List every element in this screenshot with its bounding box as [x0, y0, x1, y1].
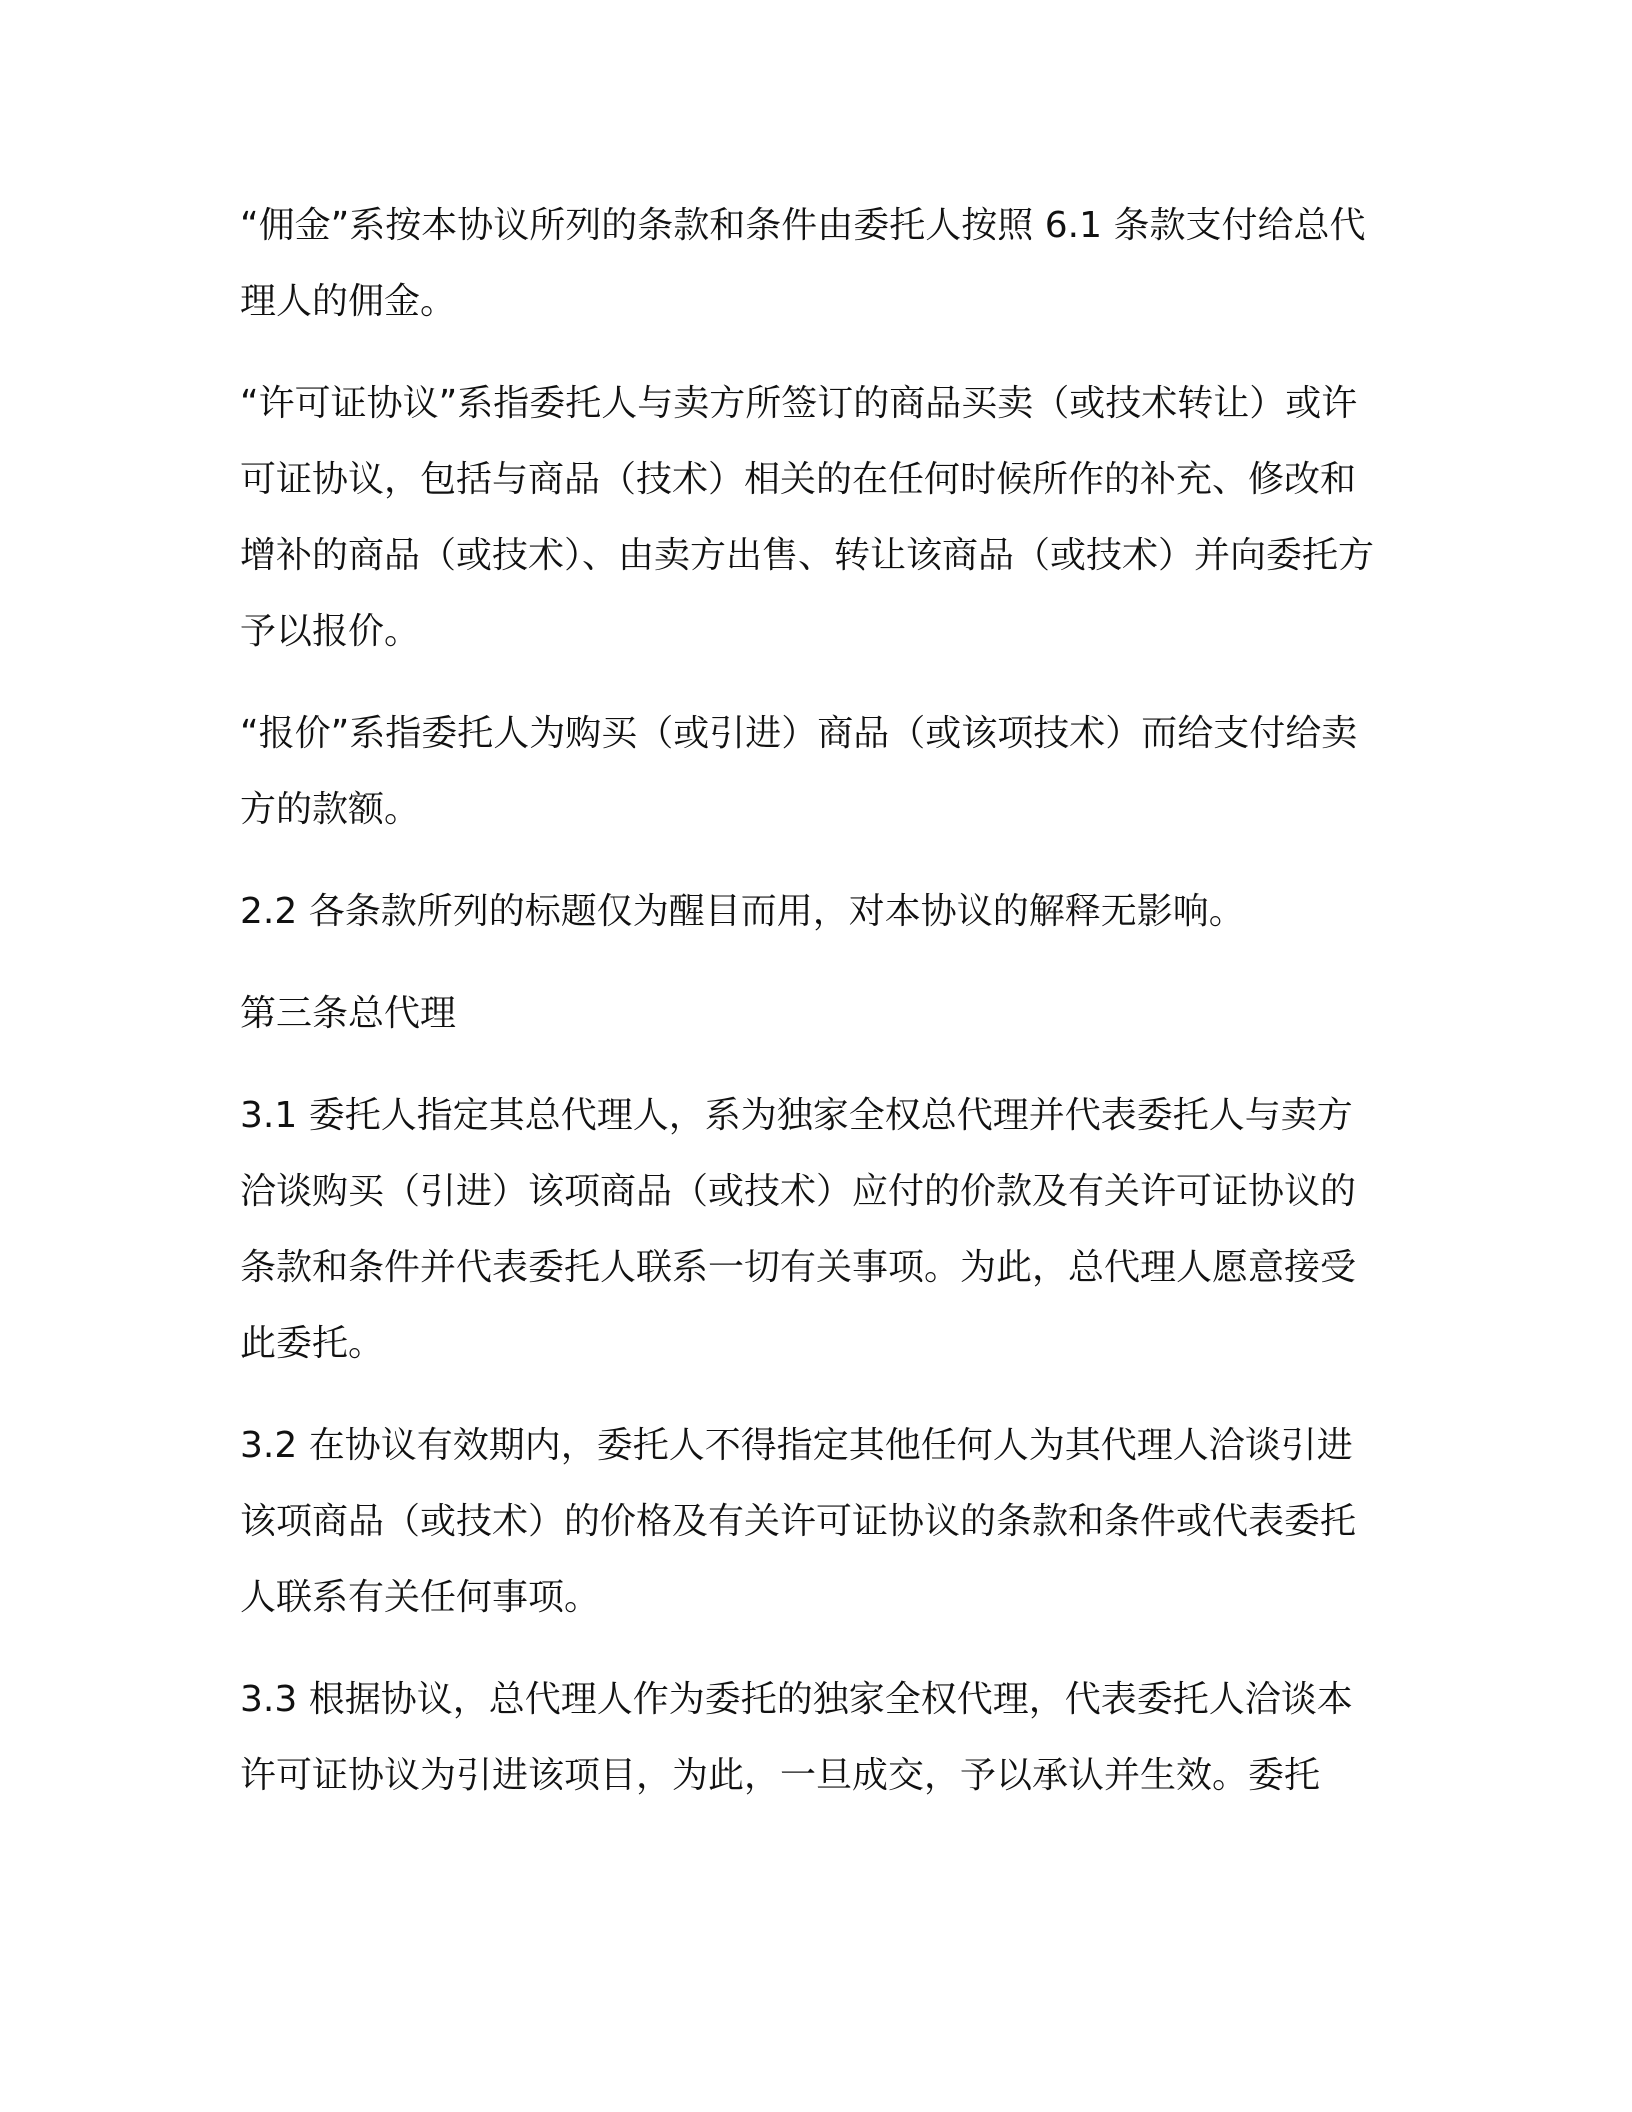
paragraph-clause-3-1: 3.1 委托人指定其总代理人，系为独家全权总代理并代表委托人与卖方洽谈购买（引进）该项商品（或技术）应付的价款及有关许可证协议的条款和条件并代表委托人联系一切有关事项。为此，总代理人愿意接受此委托。 — [240, 1095, 1357, 1364]
paragraph-clause-3-3: 3.3 根据协议，总代理人作为委托的独家全权代理，代表委托人洽谈本许可证协议为引进该项目，为此，一旦成交，予以承认并生效。委托 — [240, 1679, 1353, 1796]
paragraph-license-agreement-definition: “许可证协议”系指委托人与卖方所签订的商品买卖（或技术转让）或许可证协议，包括与商品（技术）相关的在任何时候所作的补充、修改和增补的商品（或技术）、由卖方出售、转让该商品（或技术）并向委托方予以报价。 — [240, 383, 1375, 652]
paragraph-clause-3-2: 3.2 在协议有效期内，委托人不得指定其他任何人为其代理人洽谈引进该项商品（或技术）的价格及有关许可证协议的条款和条件或代表委托人联系有关任何事项。 — [240, 1425, 1357, 1618]
document-body — [240, 188, 1380, 1840]
section-heading-article-3: 第三条总代理 — [240, 993, 457, 1034]
paragraph-commission-definition: “佣金”系按本协议所列的条款和条件由委托人按照 6.1 条款支付给总代理人的佣金。 — [240, 205, 1366, 322]
paragraph-quotation-definition: “报价”系指委托人为购买（或引进）商品（或该项技术）而给支付给卖方的款额。 — [240, 713, 1358, 830]
paragraph-clause-2-2: 2.2 各条款所列的标题仅为醒目而用，对本协议的解释无影响。 — [240, 891, 1245, 932]
